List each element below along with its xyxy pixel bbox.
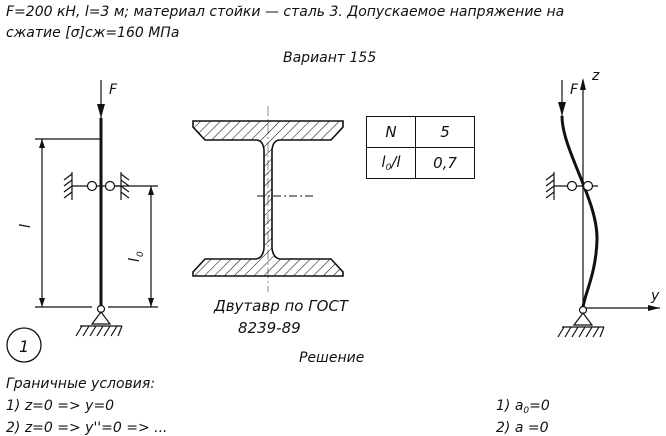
i-beam-section	[193, 106, 343, 292]
force-label-right: F	[570, 82, 579, 98]
solution-title: Решение	[299, 350, 365, 366]
right-column-scheme	[546, 78, 660, 337]
section-caption-line-1: Двутавр по ГОСТ	[214, 297, 349, 315]
hinge-right-b	[584, 182, 593, 191]
table-cell-N: N	[367, 117, 416, 148]
svg-text:0: 0	[136, 251, 146, 257]
boundary-condition-2-result: 2) a =0	[496, 420, 549, 436]
length0-label	[127, 251, 146, 262]
figure-number: 1	[19, 337, 30, 356]
parameter-table	[366, 116, 475, 179]
svg-text:l: l	[127, 258, 143, 262]
axis-z-label: z	[592, 68, 600, 84]
variant-label: Вариант 155	[283, 50, 377, 66]
hinge-left-b	[106, 182, 115, 191]
length-label: l	[18, 224, 34, 228]
axis-y-label: y	[651, 288, 660, 304]
left-column-scheme	[35, 80, 158, 336]
boundary-condition-1-result: 1) $a_0=0$	[496, 398, 550, 416]
pin-support-left	[92, 312, 110, 324]
hinge-right-a	[568, 182, 577, 191]
header-line-1: F=200 кН, l=3 м; материал стойки — сталь 3. Допускаемое напряжение на	[6, 4, 565, 20]
boundary-conditions-title: Граничные условия:	[6, 376, 156, 392]
buckled-column	[562, 116, 597, 308]
boundary-condition-2: 2) z=0 => y''=0 => ...	[6, 420, 168, 436]
pin-support-right	[574, 313, 592, 325]
table-cell-ratio-value: 0,7	[416, 148, 475, 179]
header-line-2: сжатие [σ]сж=160 МПа	[6, 25, 180, 41]
section-caption-line-2: 8239-89	[238, 319, 301, 337]
force-label-left: F	[109, 82, 118, 98]
table-cell-N-value: 5	[416, 117, 475, 148]
table-cell-ratio: $l_0/l$	[367, 148, 416, 179]
boundary-condition-1: 1) z=0 => y=0	[6, 398, 115, 414]
hinge-left-a	[88, 182, 97, 191]
